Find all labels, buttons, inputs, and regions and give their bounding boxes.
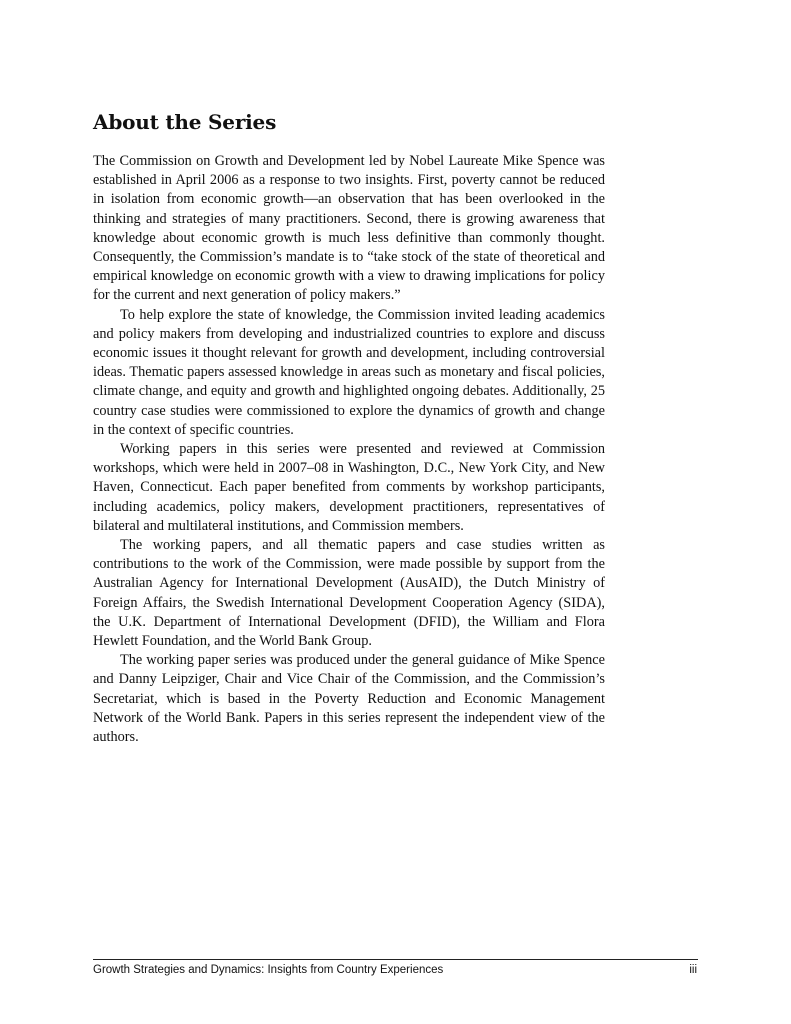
paragraph-2: To help explore the state of knowledge, the Commission invited leading academics and policy makers from developing and industrialized countries to explore and discuss economic issues it thought relevant for growth and development, including controversial ideas. Thematic papers assessed knowledge in areas such as monetary and fiscal policies, climate change, and equity and growth and highlighted ongoing debates. Additionally, 25 country case studies were commissioned to explore the dynamics of growth and change in the context of specific countries. [93, 306, 605, 438]
page-title: About the Series [93, 110, 277, 134]
footer-title: Growth Strategies and Dynamics: Insights from Country Experiences [93, 964, 444, 976]
paragraph-5: The working paper series was produced under the general guidance of Mike Spence and Danny Leipziger, Chair and Vice Chair of the Commission, and the Commission’s Secretariat, which is based in the Poverty Reduction and Economic Management Network of the World Bank. Papers in this series represent the independent view of the authors. [93, 652, 605, 746]
paragraph-3: Working papers in this series were presented and reviewed at Commission workshops, which were held in 2007–08 in Washington, D.C., New York City, and New Haven, Connecticut. Each paper benefited from comments by workshop participants, including academics, policy makers, development practitioners, representatives of bilateral and multilateral institutions, and Commission members. [93, 441, 605, 534]
paragraph-1: The Commission on Growth and Development led by Nobel Laureate Mike Spence was established in April 2006 as a response to two insights. First, poverty cannot be reduced in isolation from economic growth—an observation that has been overlooked in the thinking and strategies of many practitioners. Second, there is growing awareness that knowledge about economic growth is much less definitive than commonly thought. Consequently, the Commission’s mandate is to “take stock of the state of theoretical and empirical knowledge on economic growth with a view to drawing implications for policy for the current and next generation of policy makers.” [93, 153, 605, 304]
body-text [93, 152, 605, 747]
page-number: iii [689, 964, 697, 976]
footer-divider [93, 959, 698, 960]
paragraph-4: The working papers, and all thematic papers and case studies written as contributions to the work of the Commission, were made possible by support from the Australian Agency for International Development (AusAID), the Dutch Ministry of Foreign Affairs, the Swedish International Development Cooperation Agency (SIDA), the U.K. Department of International Development (DFID), the William and Flora Hewlett Foundation, and the World Bank Group. [93, 537, 605, 650]
